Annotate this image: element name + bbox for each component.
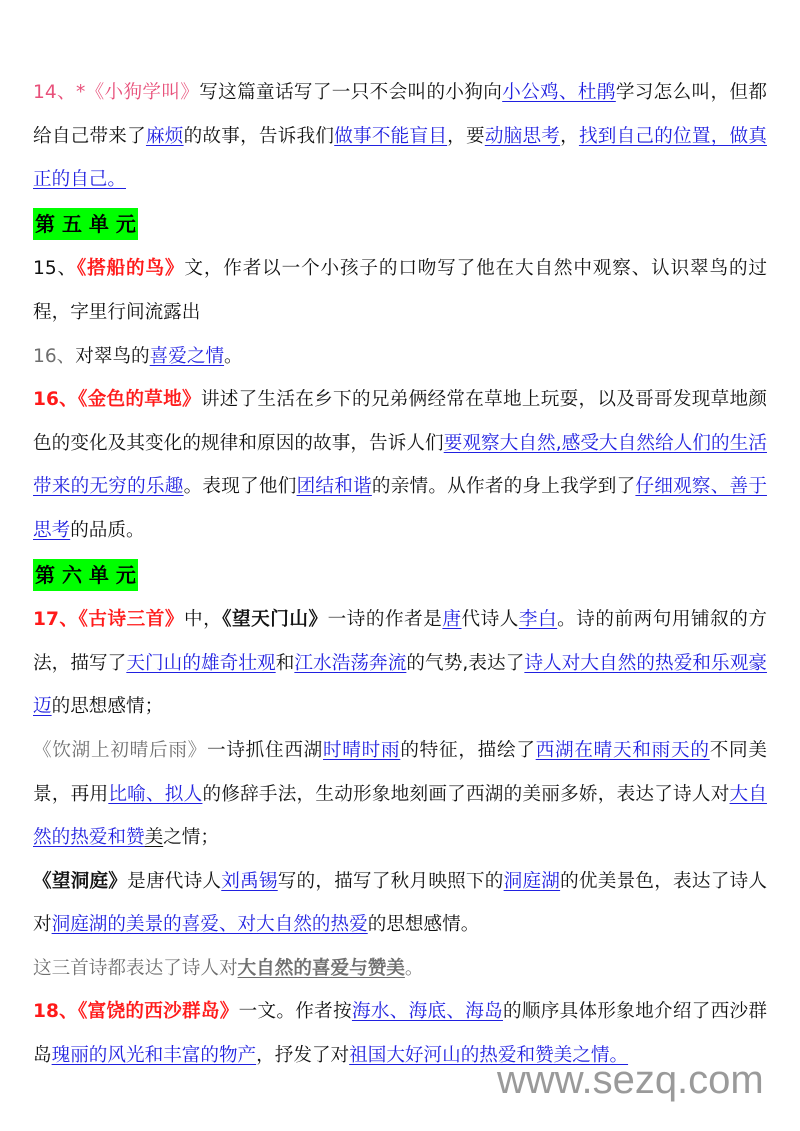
text-run: 写的，描写了秋月映照下的 — [277, 870, 504, 892]
key-phrase: 西湖在晴天和雨天的 — [535, 739, 710, 761]
key-phrase: 唐 — [442, 609, 462, 631]
lesson-title: 14、*《小狗学叫》 — [33, 82, 200, 103]
document-body — [33, 71, 767, 1078]
text-run: 是唐代诗人 — [127, 870, 222, 892]
text-run: 讲述了生活在乡下的兄弟俩经常在草地上玩耍，以及哥哥发现草地颜色的变化及其变化的规律和原因的故事，告诉人们 — [33, 389, 767, 454]
key-phrase: 洞庭湖的美景的喜爱、对大自然的热爱 — [51, 914, 368, 936]
underlined-text: 美 — [144, 827, 164, 849]
text-run: ，抒发了对 — [256, 1045, 350, 1067]
text-run: 对翠鸟的 — [75, 345, 150, 367]
gray-text: 16、 — [33, 345, 76, 367]
paragraph — [33, 947, 767, 991]
text-run: 的故事，告诉我们 — [183, 125, 335, 147]
text-run: 的顺序具体形象地介绍了西沙群岛 — [33, 1001, 767, 1067]
key-phrase: 李白 — [518, 609, 558, 631]
key-phrase: 刘禹锡 — [221, 870, 278, 892]
text-run: 文，作者以一个小孩子的口吻写了他在大自然中观察、认识翠鸟的过程，字里行间流露出 — [33, 258, 767, 323]
paragraph — [33, 247, 767, 334]
text-run: 的修辞手法，生动形象地刻画了西湖的美丽多娇，表达了诗人对 — [202, 783, 730, 805]
text-run: ， — [560, 125, 579, 147]
key-phrase: 洞庭湖 — [503, 870, 561, 892]
text-run: 一诗抓住西湖 — [207, 739, 323, 761]
key-phrase: 仔细观察、善于思考 — [33, 476, 767, 541]
section-heading: 第 五 单 元 — [33, 208, 138, 240]
key-phrase: 海水、海底、海岛 — [351, 1001, 503, 1023]
lesson-title: 18、《富饶的西沙群岛》 — [33, 1001, 239, 1023]
section-heading: 第 六 单 元 — [33, 559, 138, 591]
text-run: 一诗的作者是 — [327, 609, 443, 631]
text-run: 的品质。 — [70, 519, 145, 541]
key-phrase: 时晴时雨 — [323, 739, 401, 761]
paragraph — [33, 860, 767, 947]
paragraph — [33, 598, 767, 729]
gray-text: 这三首诗都表达了诗人对 — [33, 957, 238, 979]
lesson-title: 《搭船的鸟》 — [76, 258, 185, 280]
text-run: 一文。作者按 — [238, 1001, 352, 1023]
gray-text: 。 — [404, 957, 424, 979]
text-run: 15、 — [33, 258, 77, 280]
key-phrase: 麻烦 — [145, 125, 184, 147]
key-phrase: 瑰丽的风光和丰富的物产 — [51, 1045, 257, 1067]
key-phrase: 诗人对大自然的热爱和乐观豪迈 — [33, 652, 767, 718]
paragraph — [33, 378, 767, 552]
key-phrase: 找到自己的位置，做真正的自己。 — [33, 125, 767, 191]
key-phrase: 动脑思考 — [484, 125, 561, 147]
lesson-title: 16、《金色的草地》 — [33, 389, 201, 411]
text-run: 的特征，描绘了 — [400, 739, 536, 761]
key-phrase: 做事不能盲目 — [334, 125, 448, 147]
key-phrase: 大自然的热爱和赞 — [33, 783, 767, 849]
key-phrase: 要观察大自然,感受大自然给人们的生活带来的无穷的乐趣 — [33, 432, 767, 498]
key-phrase: 大自然的喜爱与赞美 — [237, 957, 405, 979]
poem-title: 《望天门山》 — [222, 609, 328, 631]
text-run: 代诗人 — [461, 609, 519, 631]
text-run: 的气势,表达了 — [406, 652, 525, 674]
watermark: www.sezq.com — [497, 1058, 764, 1102]
text-run: 的思想感情； — [51, 696, 164, 718]
text-run: 中， — [183, 609, 223, 631]
text-run: 。表现了他们 — [183, 476, 297, 498]
key-phrase: 喜爱之情 — [149, 345, 225, 367]
poem-title: 《望洞庭》 — [33, 870, 128, 892]
key-phrase: 比喻、拟人 — [108, 783, 203, 805]
text-run: 之情； — [163, 827, 219, 849]
key-phrase: 天门山的雄奇壮观 — [126, 652, 276, 674]
text-run: 写这篇童话写了一只不会叫的小狗向 — [199, 82, 503, 103]
text-run: 。 — [224, 345, 243, 367]
lesson-title: 17、《古诗三首》 — [33, 609, 184, 631]
text-run: 。诗的前两句用铺叙的方法，描写了 — [33, 609, 767, 674]
paragraph — [33, 335, 767, 379]
paragraph — [33, 729, 767, 860]
key-phrase: 江水浩荡奔流 — [294, 652, 407, 674]
text-run: 的思想感情。 — [367, 914, 480, 936]
text-run: 和 — [275, 652, 295, 674]
key-phrase: 小公鸡、杜鹃 — [502, 82, 616, 103]
paragraph — [33, 71, 767, 202]
gray-text: 《饮湖上初晴后雨》 — [33, 739, 207, 761]
text-run: 学习怎么叫，但都给自己带来了 — [33, 82, 767, 147]
key-phrase: 团结和谐 — [296, 476, 372, 498]
key-phrase: 祖国大好河山的热爱和赞美之情。 — [349, 1045, 629, 1067]
text-run: 的优美景色，表达了诗人对 — [33, 870, 767, 936]
text-run: 不同美景，再用 — [33, 739, 767, 805]
text-run: 的亲情。从作者的身上我学到了 — [371, 476, 636, 498]
text-run: ，要 — [447, 125, 485, 147]
